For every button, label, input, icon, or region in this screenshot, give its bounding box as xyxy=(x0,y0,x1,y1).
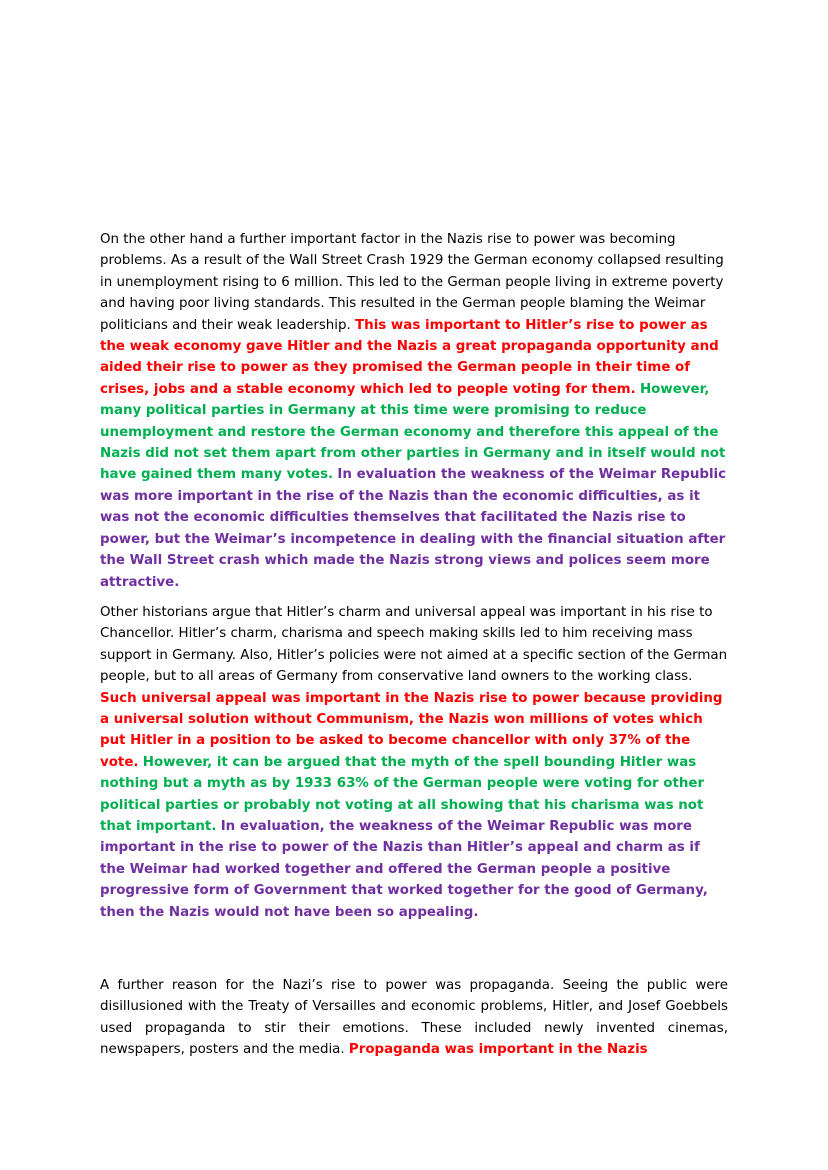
paragraph-2-importance: Such universal appeal was important in the Nazis rise to power because providing a universal solution without Communism, the Nazis won millions of votes which put Hitler in a position to be asked to become chancellor with only 37% of the vote. xyxy=(100,690,723,770)
paragraph-economic-problems xyxy=(100,229,728,593)
paragraph-1-context: On the other hand a further important factor in the Nazis rise to power was becoming problems. As a result of the Wall Street Crash 1929 the German economy collapsed resulting in unemployment rising to 6 million. This led to the German people living in extreme poverty and having poor living standards. This resulted in the German people blaming the Weimar politicians and their weak leadership. xyxy=(100,232,724,333)
paragraph-2-context: Other historians argue that Hitler’s charm and universal appeal was important in his rise to Chancellor. Hitler’s charm, charisma and speech making skills led to him receiving mass support in Germany. Also, Hitler’s policies were not aimed at a specific section of the German people, but to all areas of Germany from conservative land owners to the working class. xyxy=(100,605,728,685)
paragraph-2-counterargument: However, it can be argued that the myth of the spell bounding Hitler was nothing but a myth as by 1933 63% of the German people were voting for other political parties or probably not voting at all showing that his charisma was not that important. xyxy=(100,754,705,835)
paragraph-3-importance: Propaganda was important in the Nazis xyxy=(348,1042,648,1058)
paragraph-hitler-appeal xyxy=(100,602,728,923)
paragraph-1-evaluation: In evaluation the weakness of the Weimar Republic was more important in the rise of the Nazis than the economic difficulties, as it was not the economic difficulties themselves that facilitated the Nazis rise to power, but the Weimar’s incompetence in dealing with the financial situation after the Wall Street crash which made the Nazis strong views and polices seem more attractive. xyxy=(100,467,727,590)
paragraph-propaganda xyxy=(100,975,728,1061)
paragraph-1-importance: This was important to Hitler’s rise to power as the weak economy gave Hitler and the Nazis a great propaganda opportunity and aided their rise to power as they promised the German people in their time of crises, jobs and a stable economy which led to people voting for them. xyxy=(100,317,719,397)
paragraph-2-evaluation: In evaluation, the weakness of the Weimar Republic was more important in the rise to power of the Nazis than Hitler’s appeal and charm as if the Weimar had worked together and offered the German people a positive progressive form of Government that worked together for the good of Germany, then the Nazis would not have been so appealing. xyxy=(100,819,708,920)
paragraph-3-context: A further reason for the Nazi’s rise to power was propaganda. Seeing the public were disillusioned with the Treaty of Versailles and economic problems, Hitler, and Josef Goebbels used propaganda to stir their emotions. These included newly invented cinemas, newspapers, posters and the media. xyxy=(100,978,728,1058)
paragraph-1-counterargument: However, many political parties in Germany at this time were promising to reduce unemployment and restore the German economy and therefore this appeal of the Nazis did not set them apart from other parties in Germany and in itself would not have gained them many votes. xyxy=(100,381,726,483)
